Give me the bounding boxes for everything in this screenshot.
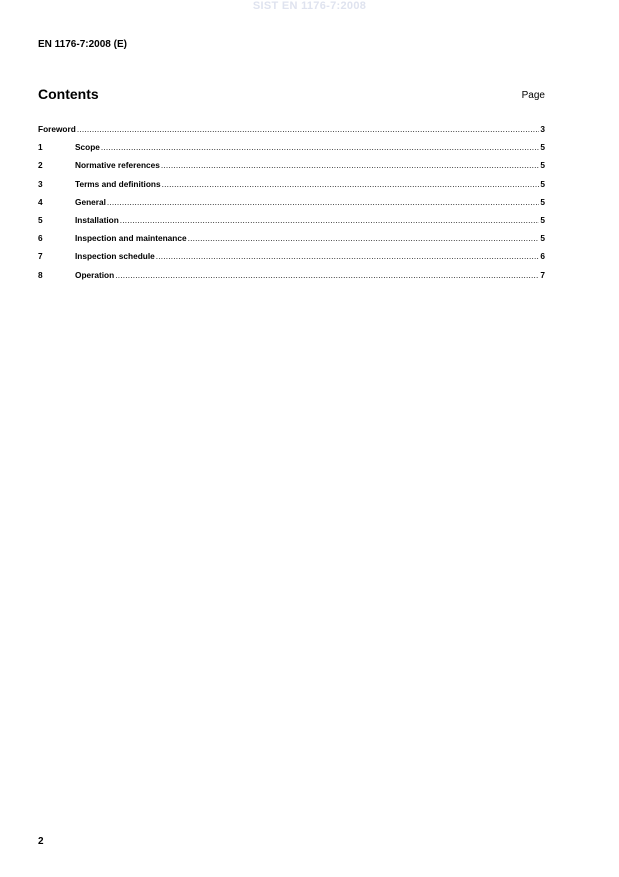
toc-entry-operation[interactable] [38,270,545,288]
toc-dot-leader [77,124,540,134]
toc-entry-number: 2 [38,160,43,171]
toc-entry-title: Installation [75,214,119,225]
toc-entry-scope[interactable] [38,142,545,160]
toc-entry-page: 7 [540,269,545,280]
toc-entry-page: 5 [540,142,545,153]
toc-dot-leader [156,251,540,261]
toc-entry-number: 1 [38,142,43,153]
toc-entry-title: Foreword [38,124,76,134]
toc-entry-page: 5 [540,160,545,171]
toc-dot-leader [107,197,539,207]
document-id: EN 1176-7:2008 (E) [38,39,127,50]
toc-entry-foreword[interactable] [38,124,545,142]
toc-entry-number: 8 [38,269,43,280]
toc-entry-title: General [75,196,106,207]
page-number: 2 [38,836,44,847]
toc-entry-number: 6 [38,233,43,244]
toc-entry-page: 3 [540,124,545,134]
toc-dot-leader [120,215,540,225]
page-column-label: Page [521,90,545,101]
toc-entry-page: 5 [540,178,545,189]
toc-entry-inspection-schedule[interactable] [38,251,545,269]
toc-entry-number: 5 [38,214,43,225]
toc-entry-inspection-and-maintenance[interactable] [38,233,545,251]
toc-entry-normative-references[interactable] [38,160,545,178]
toc-dot-leader [161,160,540,170]
toc-entry-page: 5 [540,233,545,244]
table-of-contents [38,124,545,288]
toc-entry-number: 3 [38,178,43,189]
toc-dot-leader [162,179,540,189]
toc-entry-page: 5 [540,196,545,207]
toc-entry-general[interactable] [38,197,545,215]
toc-entry-title: Normative references [75,160,160,171]
toc-dot-leader [188,233,540,243]
contents-heading: Contents [38,86,99,102]
toc-dot-leader [115,270,539,280]
toc-entry-page: 5 [540,214,545,225]
toc-entry-title: Operation [75,269,115,280]
toc-entry-title: Inspection and maintenance [75,233,187,244]
toc-entry-terms-and-definitions[interactable] [38,179,545,197]
toc-entry-title: Terms and definitions [75,178,161,189]
toc-entry-number: 7 [38,251,43,262]
toc-entry-title: Inspection schedule [75,251,155,262]
watermark: SIST EN 1176-7:2008 [252,0,367,12]
toc-dot-leader [101,142,539,152]
toc-entry-title: Scope [75,142,100,153]
toc-entry-number: 4 [38,196,43,207]
toc-entry-page: 6 [540,251,545,262]
toc-entry-installation[interactable] [38,215,545,233]
